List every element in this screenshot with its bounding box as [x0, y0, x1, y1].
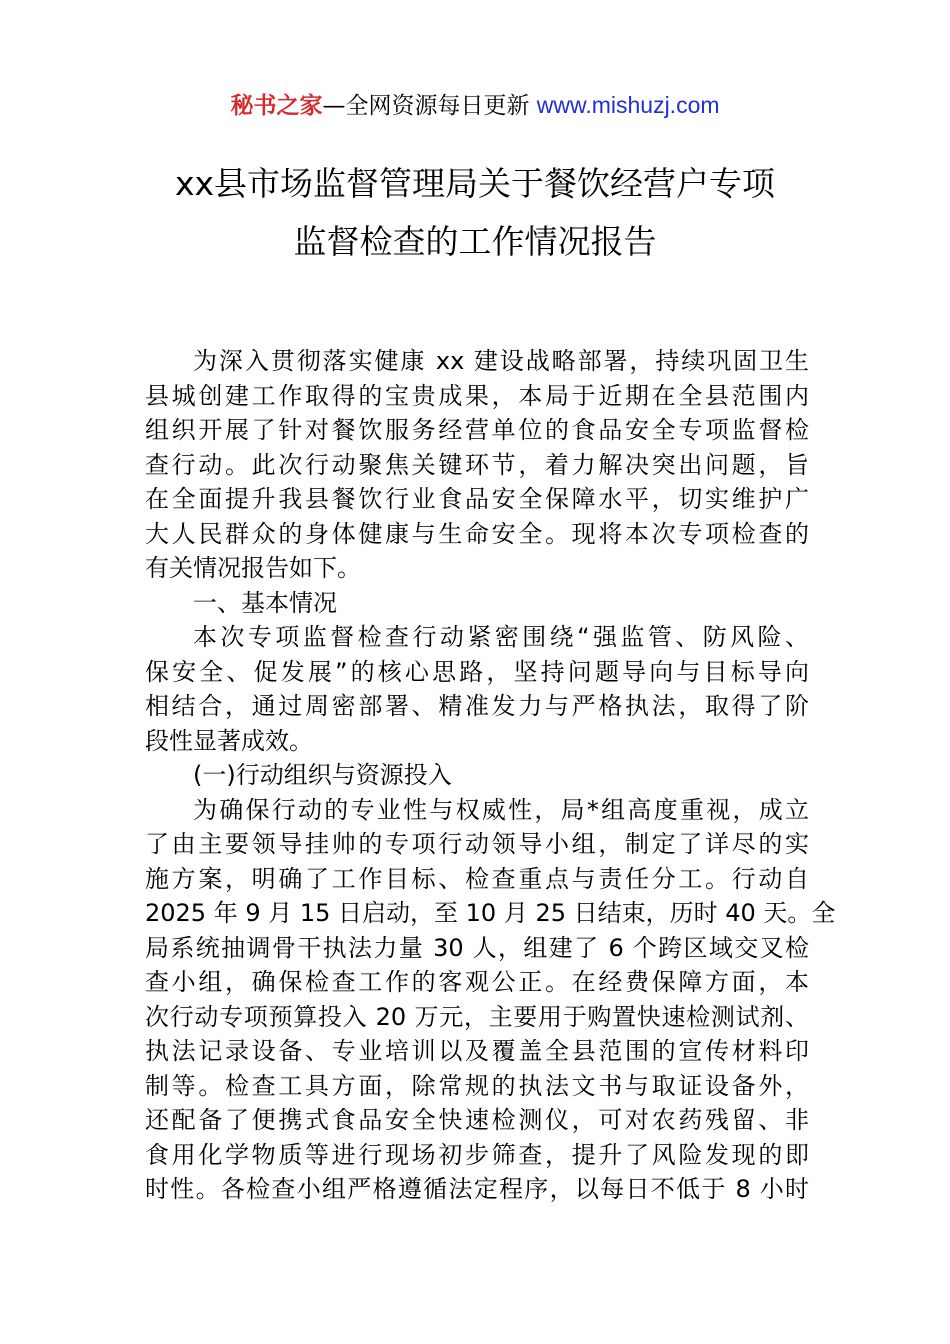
paragraph-line: 查小组，确保检查工作的客观公正。在经费保障方面，本: [145, 968, 809, 996]
subsection-heading: (一)行动组织与资源投入: [193, 761, 452, 789]
site-header: [0, 88, 950, 123]
paragraph-line: 保安全、促发展”的核心思路，坚持问题导向与目标导向: [145, 657, 809, 686]
paragraph-line: 段性显著成效。: [145, 726, 313, 755]
document-body: [145, 344, 836, 1207]
paragraph-line: 了由主要领导挂帅的专项行动领导小组，制定了详尽的实: [145, 830, 809, 858]
paragraph-line: 执法记录设备、专业培训以及覆盖全县范围的宣传材料印: [145, 1037, 809, 1065]
paragraph-line: 组织开展了针对餐饮服务经营单位的食品安全专项监督检: [145, 416, 809, 444]
paragraph-line: 大人民群众的身体健康与生命安全。现将本次专项检查的: [145, 519, 809, 548]
title-line-1: xx县市场监督管理局关于餐饮经营户专项: [174, 164, 776, 203]
paragraph-line: 为深入贯彻落实健康 xx 建设战略部署，持续巩固卫生: [193, 347, 809, 375]
section-heading: 一、基本情况: [193, 588, 337, 617]
paragraph-line: 制等。检查工具方面，除常规的执法文书与取证设备外，: [145, 1071, 809, 1100]
paragraph-line: 本次专项监督检查行动紧密围绕“强监管、防风险、: [193, 623, 809, 651]
site-url[interactable]: www.mishuzj.com: [536, 92, 720, 118]
paragraph-line: 次行动专项预算投入 20 万元，主要用于购置快速检测试剂、: [145, 1002, 809, 1031]
title-line-2: 监督检查的工作情况报告: [293, 222, 657, 261]
paragraph-line: 有关情况报告如下。: [145, 554, 361, 582]
paragraph-line: 相结合，通过周密部署、精准发力与严格执法，取得了阶: [145, 692, 809, 720]
paragraph-line: 还配备了便携式食品安全快速检测仪，可对农药残留、非: [145, 1106, 809, 1134]
paragraph-line: 为确保行动的专业性与权威性，局*组高度重视，成立: [193, 795, 809, 824]
paragraph-line: 在全面提升我县餐饮行业食品安全保障水平，切实维护广: [145, 485, 809, 513]
paragraph-line: 县城创建工作取得的宝贵成果，本局于近期在全县范围内: [145, 381, 809, 410]
paragraph-line: 食用化学物质等进行现场初步筛查，提升了风险发现的即: [145, 1140, 809, 1169]
paragraph-line: 施方案，明确了工作目标、检查重点与责任分工。行动自: [145, 864, 809, 893]
site-slogan: —全网资源每日更新: [322, 93, 537, 119]
site-name: 秘书之家: [230, 93, 323, 119]
paragraph-line: 查行动。此次行动聚焦关键环节，着力解决突出问题，旨: [145, 450, 809, 479]
paragraph-line: 局系统抽调骨干执法力量 30 人，组建了 6 个跨区域交叉检: [145, 933, 809, 962]
paragraph-line: 2025 年 9 月 15 日启动，至 10 月 25 日结束，历时 40 天。全: [145, 899, 836, 927]
paragraph-line: 时性。各检查小组严格遵循法定程序，以每日不低于 8 小时: [145, 1175, 809, 1203]
document-title: [60, 155, 890, 271]
